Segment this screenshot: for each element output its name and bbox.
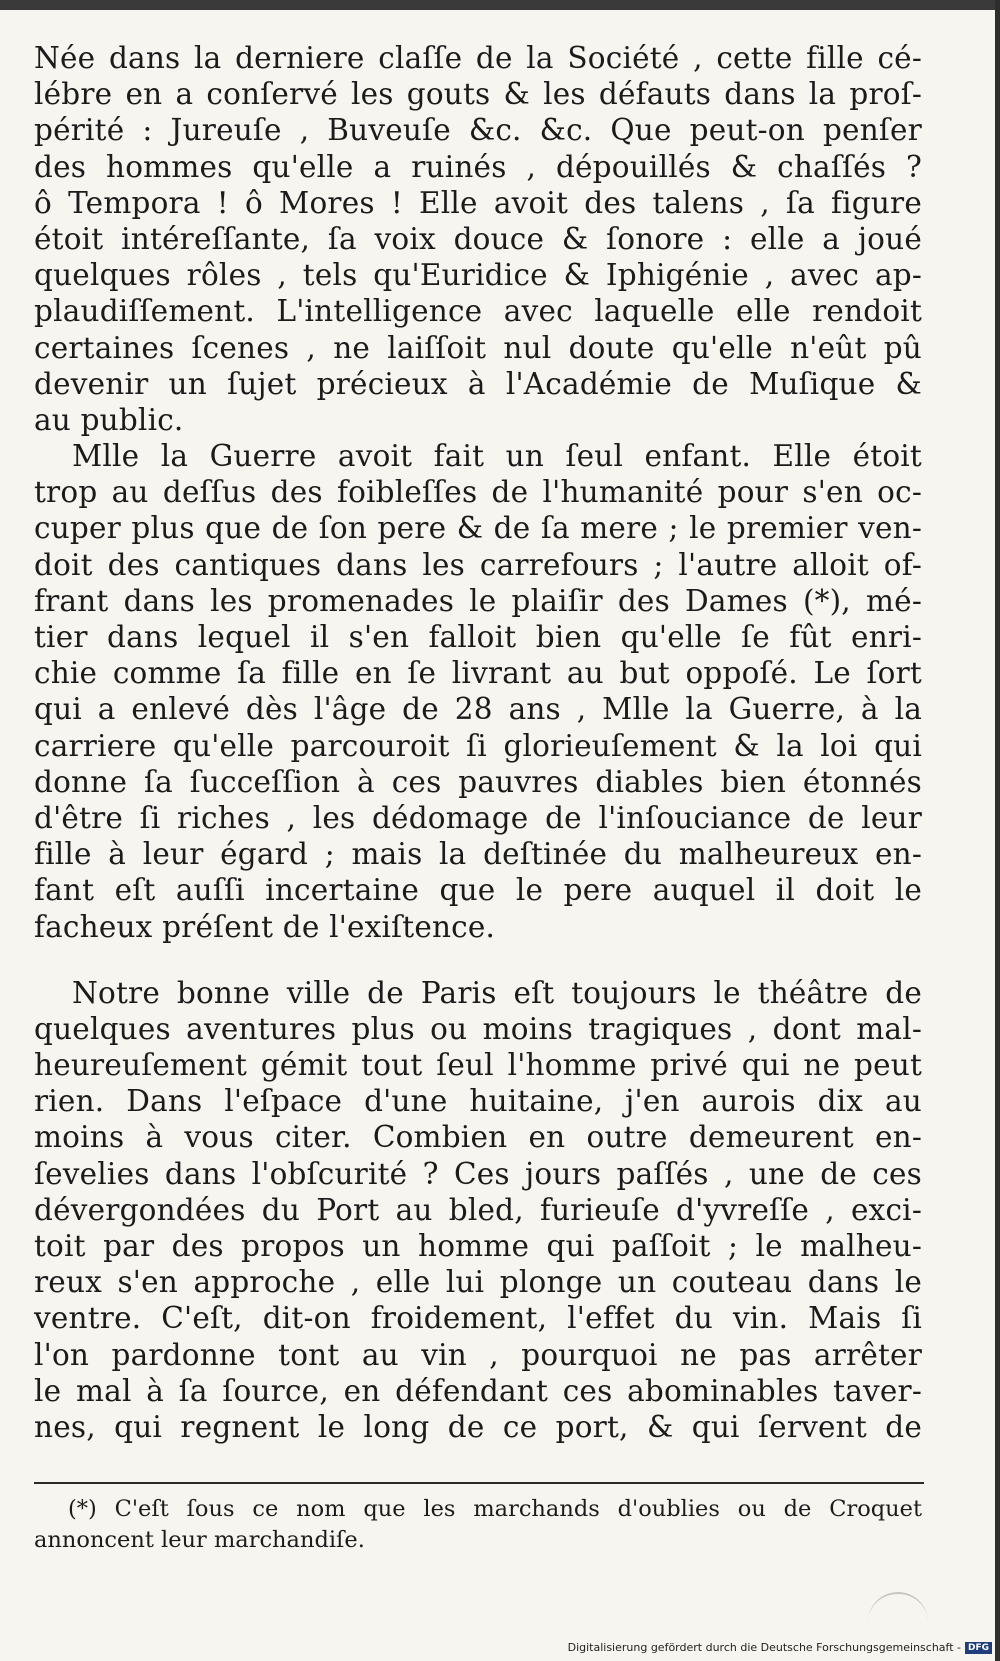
dfg-logo-icon: DFG xyxy=(965,1642,992,1654)
scan-top-edge xyxy=(0,0,1000,10)
text-line: moins à vous citer. Combien en outre demeurent en- xyxy=(34,1120,922,1155)
text-line: qui a enlevé dès l'âge de 28 ans , Mlle la Guerre, à la xyxy=(34,692,922,727)
text-line: rien. Dans l'eſpace d'une huitaine, j'en aurois dix au xyxy=(34,1084,922,1119)
text-line: au public. xyxy=(34,402,184,437)
text-line: tier dans lequel il s'en falloit bien qu'elle ſe fût enri- xyxy=(34,620,922,654)
text-line: ô Tempora ! ô Mores ! Elle avoit des talens , ſa figure xyxy=(34,185,922,220)
scan-right-edge xyxy=(995,0,1000,1661)
text-line: des hommes qu'elle a ruinés , dépouillés & chaſſés ? xyxy=(34,149,922,184)
text-line: quelques rôles , tels qu'Euridice & Iphigénie , avec ap- xyxy=(34,258,922,293)
text-line: ſevelies dans l'obſcurité ? Ces jours paſſés , une de ces xyxy=(34,1156,922,1191)
text-line: dévergondées du Port au bled, furieuſe d'yvreſſe , exci- xyxy=(34,1192,922,1227)
text-line: toit par des propos un homme qui paſſoit ; le malheu- xyxy=(34,1229,922,1263)
paragraph-2 xyxy=(34,438,922,945)
text-line: plaudiſſement. L'intelligence avec laquelle elle rendoit xyxy=(34,294,922,329)
text-line: d'être ſi riches , les dédomage de l'inſouciance de leur xyxy=(34,800,922,835)
text-line: l'on pardonne tont au vin , pourquoi ne pas arrêter xyxy=(34,1337,922,1372)
text-line: Notre bonne ville de Paris eſt toujours le théâtre de xyxy=(72,975,922,1010)
text-line: trop au deſſus des foibleſſes de l'humanité pour s'en oc- xyxy=(34,475,922,510)
text-line: reux s'en approche , elle lui plonge un couteau dans le xyxy=(34,1265,922,1300)
text-line: quelques aventures plus ou moins tragiques , dont mal- xyxy=(34,1011,922,1046)
text-line: lébre en a conſervé les gouts & les défauts dans la proſ- xyxy=(34,77,922,112)
ink-smudge xyxy=(868,1592,928,1634)
text-line: fant eſt auſſi incertaine que le pere auquel il doit le xyxy=(34,873,922,908)
footnote-rule xyxy=(34,1482,924,1484)
footnote-line: (*) C'eſt ſous ce nom que les marchands d'oublies ou de Croquet xyxy=(68,1496,922,1522)
text-line: le mal à ſa ſource, en défendant ces abominables taver- xyxy=(34,1373,922,1408)
credit-text: Digitalisierung gefördert durch die Deutsche Forschungsgemeinschaft - xyxy=(567,1641,961,1654)
text-line: fille à leur égard ; mais la deſtinée du malheureux en- xyxy=(34,837,922,872)
text-line: Mlle la Guerre avoit fait un ſeul enfant. Elle étoit xyxy=(72,439,922,474)
text-line: chie comme ſa fille en ſe livrant au but oppoſé. Le ſort xyxy=(34,656,922,691)
text-line: devenir un ſujet précieux à l'Académie de Muſique & xyxy=(34,366,922,401)
body-text xyxy=(34,40,922,1445)
footnote-line: annoncent leur marchandiſe. xyxy=(34,1527,365,1553)
text-line: doit des cantiques dans les carrefours ; l'autre alloit of- xyxy=(34,547,922,582)
text-line: heureuſement gémit tout ſeul l'homme privé qui ne peut xyxy=(34,1048,922,1083)
text-line: donne ſa ſucceſſion à ces pauvres diables bien étonnés xyxy=(34,764,922,799)
text-line: périté : Jureuſe , Buveuſe &c. &c. Que peut-on penſer xyxy=(34,113,922,148)
paragraph-3 xyxy=(34,975,922,1445)
text-line: facheux préſent de l'exiſtence. xyxy=(34,909,496,944)
text-line: certaines ſcenes , ne laiſſoit nul doute qu'elle n'eût pû xyxy=(34,330,922,365)
text-line: carriere qu'elle parcouroit ſi glorieuſement & la loi qui xyxy=(34,728,922,763)
text-line: Née dans la derniere claſſe de la Société , cette fille cé- xyxy=(34,41,922,75)
paragraph-1 xyxy=(34,40,922,438)
text-line: nes, qui regnent le long de ce port, & qui ſervent de xyxy=(34,1409,922,1444)
text-line: étoit intéreſſante, ſa voix douce & ſonore : elle a joué xyxy=(34,221,922,256)
footnote xyxy=(34,1494,922,1556)
text-line: ventre. C'eſt, dit-on froidement, l'effet du vin. Mais ſi xyxy=(34,1301,922,1336)
text-line: frant dans les promenades le plaiſir des Dames (*), mé- xyxy=(34,583,922,618)
digitization-credit xyxy=(568,1641,992,1654)
paragraph-spacer xyxy=(34,945,922,975)
text-line: cuper plus que de ſon pere & de ſa mere ; le premier ven- xyxy=(34,511,922,546)
